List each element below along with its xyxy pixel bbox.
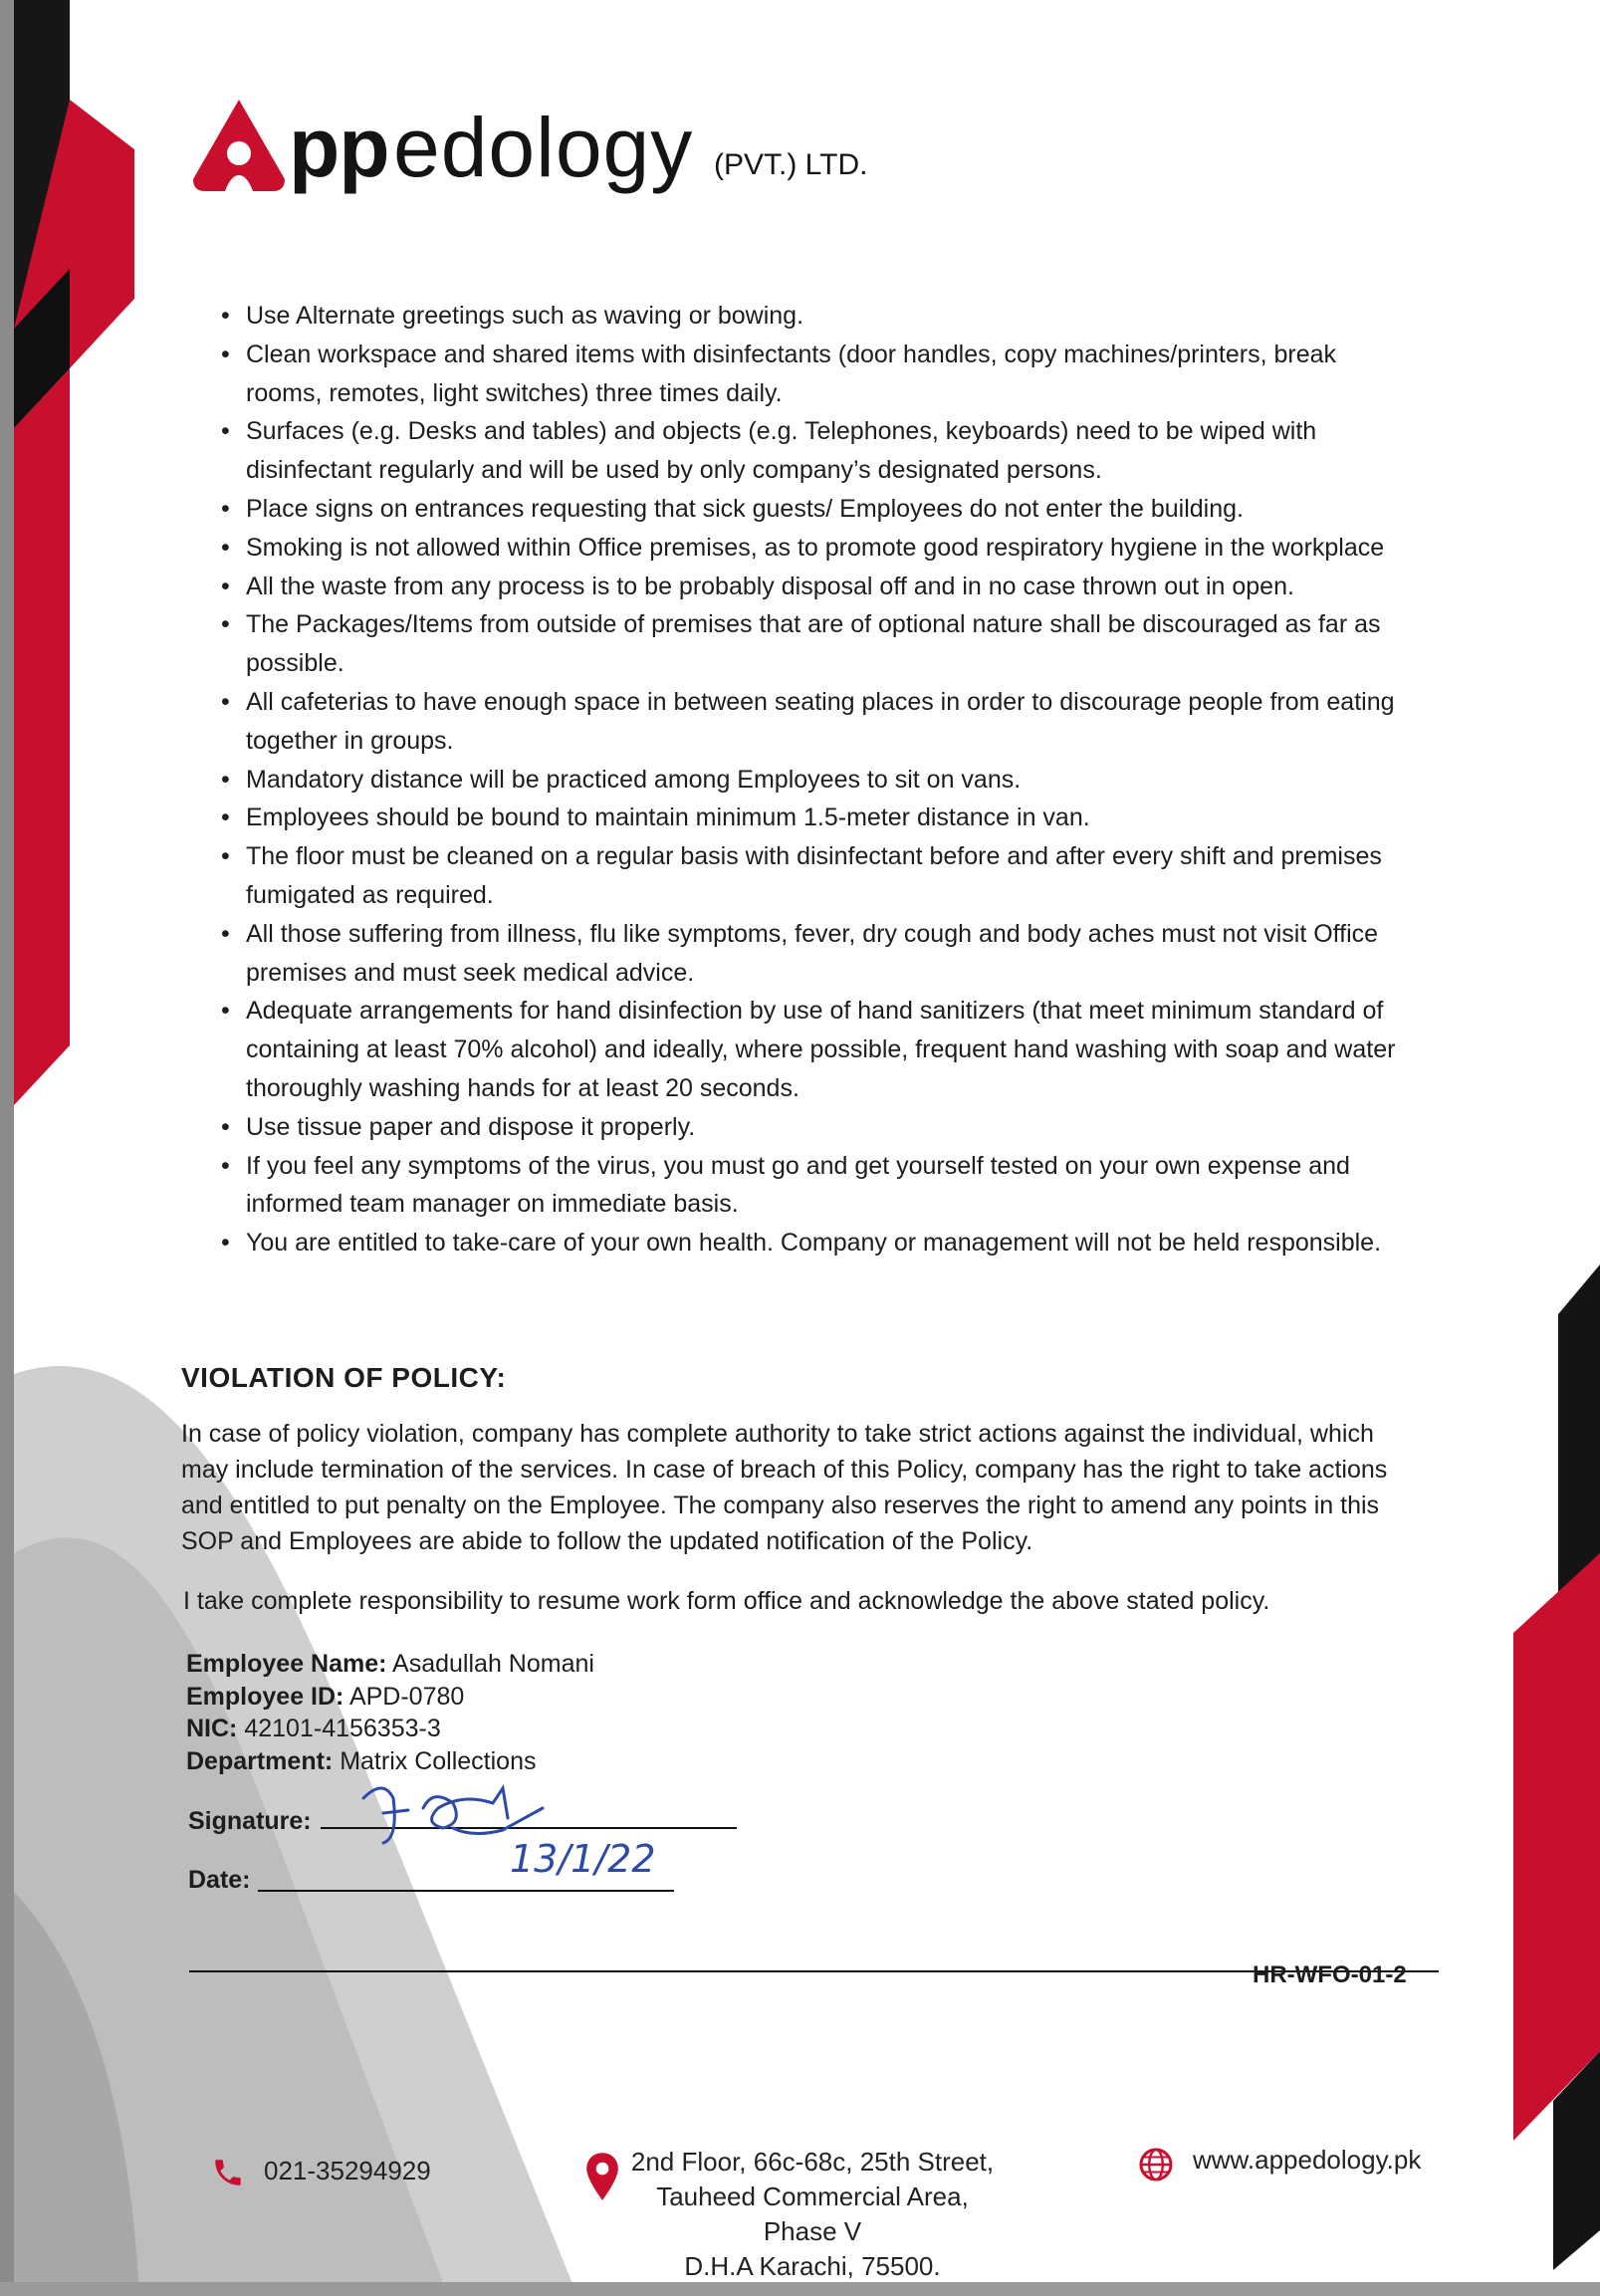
list-item: • All cafeterias to have enough space in between seating places in order to discourage people from eating together in groups. [221, 683, 1416, 761]
department-label: Department: [186, 1746, 334, 1775]
employee-id-row [186, 1681, 594, 1714]
department-value: Matrix Collections [340, 1746, 537, 1775]
nic-value: 42101-4156353-3 [244, 1715, 441, 1742]
document-code: HR-WFO-01-2 [1253, 1961, 1407, 1988]
left-red-panel [14, 368, 70, 1105]
acknowledgement-text: I take complete responsibility to resume work form office and acknowledge the above stated policy. [183, 1587, 1270, 1615]
footer-divider [189, 1970, 1439, 1972]
employee-details [186, 1648, 594, 1777]
signature-label: Signature: [188, 1807, 312, 1835]
footer-phone: 021-35294929 [264, 2156, 431, 2185]
address-line-2: Tauheed Commercial Area, Phase V [656, 2181, 969, 2246]
list-item: • Surfaces (e.g. Desks and tables) and objects (e.g. Telephones, keyboards) need to be wiped with disinfectant regularly and will be used by only company’s designated persons. [221, 412, 1416, 490]
nic-row [186, 1713, 594, 1745]
list-item: • Employees should be bound to maintain minimum 1.5-meter distance in van. [221, 799, 1416, 837]
company-logo [189, 88, 1085, 207]
left-edge-strip [0, 0, 14, 2296]
logo-suffix: (PVT.) LTD. [714, 148, 868, 181]
phone-icon [211, 2156, 245, 2189]
globe-icon [1138, 2147, 1174, 2182]
list-item: • The floor must be cleaned on a regular basis with disinfectant before and after every shift and premises fumigated as required. [221, 837, 1416, 915]
list-item: • You are entitled to take-care of your own health. Company or management will not be held responsible. [221, 1224, 1416, 1263]
list-item: • All the waste from any process is to be probably disposal off and in no case thrown out in open. [221, 568, 1416, 606]
list-item: • Use tissue paper and dispose it properly. [221, 1108, 1416, 1147]
footer-address [623, 2145, 1002, 2284]
list-item: • Place signs on entrances requesting that sick guests/ Employees do not enter the building. [221, 490, 1416, 529]
right-black-band [1558, 1264, 1600, 1593]
list-item: • If you feel any symptoms of the virus, you must go and get yourself tested on your own expense and informed team manager on immediate basis. [221, 1147, 1416, 1225]
list-item: • Adequate arrangements for hand disinfection by use of hand sanitizers (that meet minimum standard of containing at least 70% alcohol) and ideally, where possible, frequent hand washing with soap and water thoroughly washing hands for at least 20 seconds. [221, 992, 1416, 1107]
logo-mark-icon [189, 96, 289, 195]
list-item: • Clean workspace and shared items with disinfectants (door handles, copy machines/printers, break rooms, remotes, light switches) three times daily. [221, 336, 1416, 413]
date-label: Date: [188, 1866, 251, 1894]
address-line-3: D.H.A Karachi, 75500. [684, 2251, 941, 2281]
address-line-1: 2nd Floor, 66c-68c, 25th Street, [630, 2147, 995, 2177]
sop-bullet-list [221, 297, 1416, 1263]
logo-wordmark-light: edology [393, 101, 694, 194]
list-item: • The Packages/Items from outside of premises that are of optional nature shall be discouraged as far as possible. [221, 605, 1416, 683]
employee-id-label: Employee ID: [186, 1682, 344, 1711]
employee-id-value: APD-0780 [348, 1682, 465, 1711]
list-item: • All those suffering from illness, flu like symptoms, fever, dry cough and body aches must not visit Office premises and must seek medical advice. [221, 915, 1416, 993]
employee-name-label: Employee Name: [186, 1650, 387, 1678]
employee-name-value: Asadullah Nomani [392, 1650, 594, 1678]
location-pin-icon [583, 2151, 621, 2202]
list-item: • Mandatory distance will be practiced among Employees to sit on vans. [221, 761, 1416, 800]
nic-label: NIC: [186, 1715, 238, 1742]
footer-website[interactable]: www.appedology.pk [1193, 2145, 1422, 2175]
list-item: • Use Alternate greetings such as waving or bowing. [221, 297, 1416, 336]
violation-paragraph: In case of policy violation, company has complete authority to take strict actions against the individual, which may include termination of the services. In case of breach of this Policy, company has the right to take actions and entitled to put penalty on the Employee. The company also reserves the right to amend any points in this SOP and Employees are abide to follow the updated notification of the Policy. [181, 1420, 1388, 1555]
violation-heading: VIOLATION OF POLICY: [181, 1362, 507, 1393]
right-red-band [1513, 1553, 1600, 2141]
logo-wordmark-bold: pp [289, 101, 389, 194]
list-item: • Smoking is not allowed within Office premises, as to promote good respiratory hygiene in the workplace [221, 529, 1416, 568]
handwritten-date: 13/1/22 [510, 1837, 656, 1881]
employee-name-row [186, 1648, 594, 1681]
